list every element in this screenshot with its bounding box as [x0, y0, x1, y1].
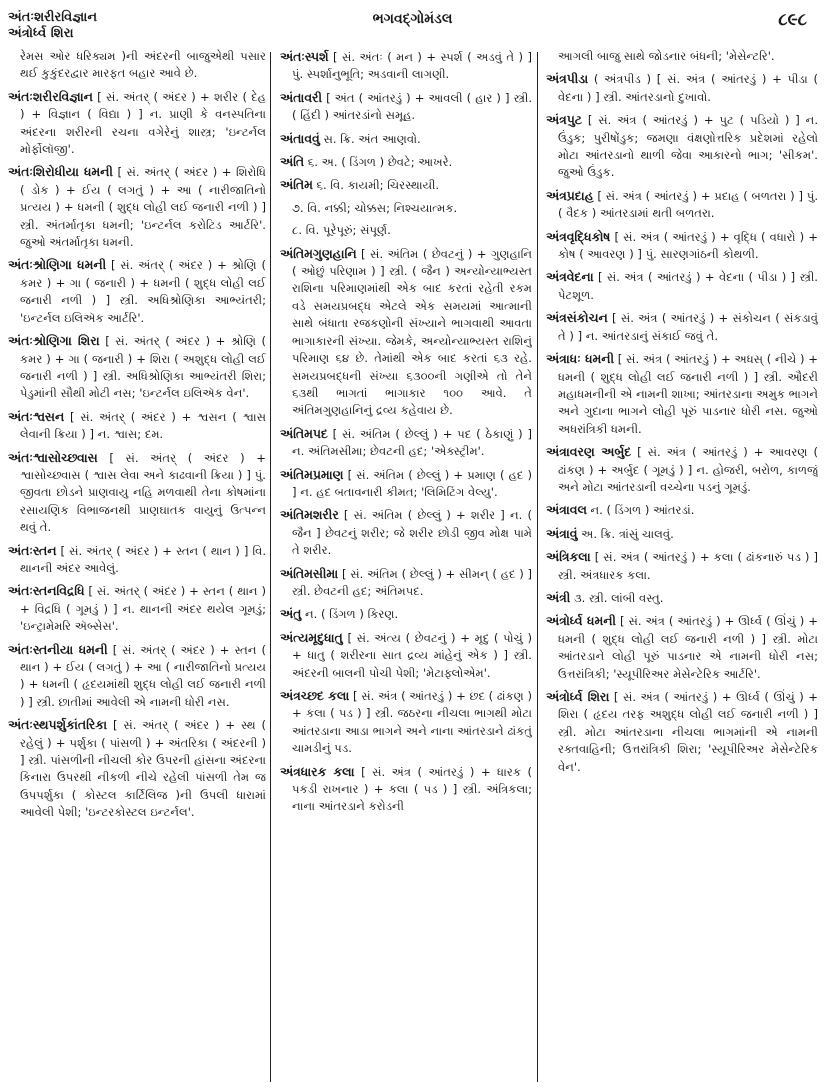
entry-definition: ૭. વિ. નક્કી; ચોક્કસ; નિશ્ચયાત્મક. — [292, 200, 458, 215]
column-3 — [546, 48, 818, 1083]
dictionary-entry — [546, 268, 818, 304]
entry-definition: [ સં. અંતર્ ( અંદર ) + સ્તન ( થાન ) + વિદ્રધિ ( ગૂમડું ) ] ન. થાનની અંદર થયેલ ગૂમડું; 'ઇન્ટ્રામેમરિ ઍબ્સેસ'. — [20, 584, 266, 634]
dictionary-entry — [8, 716, 266, 821]
entry-headword: અંતિમપ્રમાણ — [280, 466, 344, 482]
entry-continuation — [546, 48, 818, 65]
dictionary-entry — [280, 176, 532, 194]
dictionary-entry — [280, 48, 532, 84]
entry-headword: અંતઃસ્તનીયા ધમની — [8, 641, 108, 657]
entry-definition: [ સં. અંતર્ ( અંદર ) + શ્રોણિ ( કમર ) + ગા ( જનારી ) + ધમની ( શુદ્ધ લોહી લઈ જનારી નળી ) ] સ્ત્રી. અધિશ્રોણિકા આભ્યંતરી; 'ઇન્ટર્નલ ઇલિઍક આર્ટરિ'. — [20, 258, 266, 325]
dictionary-entry — [280, 130, 532, 148]
entry-definition: [ સં. અંત્ર ( આંતરડું ) + ઊર્ધ્વ ( ઊંચું ) + શિરા ( હૃદય તરફ અશુદ્ધ લોહી લઈ જનારી નળી ) ] સ્ત્રી. મોટા આંતરડાના નીચલા ભાગમાંની એ નામની રક્તવાહિની; ઉત્તરાંત્રિકી શિરા; 'સ્યૂપીરિઅર મેસેન્ટેરિક વેન'. — [558, 690, 818, 774]
entry-definition: [ સં. અંતર્ ( અંદર ) + સ્તન ( થાન ) + ઈય ( લગતું ) + આ ( નારીજાતિનો પ્રત્યય ) + ધમની ( હૃદયમાંથી શુદ્ધ લોહી લઈ જનારી નળી ) ] સ્ત્રી. છાતીમાં આવેલી એ નામની ધોરી નસ. — [20, 642, 266, 709]
entry-definition: અ. ક્રિ. ત્રાંસું ચાલવું. — [581, 526, 674, 541]
dictionary-entry — [280, 153, 532, 171]
entry-headword: અંત્રિકલા — [546, 549, 591, 565]
guide-word-last: અંત્રોર્ધ્વ શિરા — [8, 26, 74, 41]
dictionary-entry — [546, 111, 818, 182]
entry-definition: [ સં. અંત્ર ( આંતરડું ) + અધસ્ ( નીચે ) + ધમની ( શુદ્ધ લોહી લઈ જનારી નળી ) ] સ્ત્રી. ઔદરી મહાધમનીની એ નામની શાખા; આંતરડાના અમુક ભાગને અને ગુદાના ભાગને લોહી પૂરું પાડનાર ધોરી નસ. જુઓ અધરાંત્રિકી ધમની. — [558, 352, 818, 436]
entry-definition: રેમસ ઓર ધરિક્યમ )ની અંદરની બાજુએથી પસાર થઈ કુકુંદરદ્વાર મારફત બહાર આવે છે. — [20, 49, 266, 81]
dictionary-entry — [8, 256, 266, 327]
entry-definition: [ સં. અંત્ર ( આંતરડું ) + કલા ( ઢાંકનારું પડ ) ] સ્ત્રી. અંત્રધારક કલા. — [558, 550, 818, 582]
entry-definition: [ સં. અંત્ર ( આંતરડું ) + સંકોચન ( સંકડાવું તે ) ] ન. આંતરડાનું સંકાઈ જવું તે. — [558, 311, 818, 343]
entry-definition: [ સં. અંત્ર ( આંતરડું ) + આવરણ ( ઢાંકણ ) + અર્બુદ ( ગૂમડું ) ] ન. હોજરી, બરોળ, કાળજું અને મોટા આંતરડાની વચ્ચેના પડનું ગૂમડું. — [558, 445, 818, 494]
entry-definition: [ સં. અંતર્ ( અંદર ) + શિરોધિ ( ડોક ) + ઈય ( લગતું ) + આ ( નારીજાતિનો પ્રત્યય ) + ધમની ( શુદ્ધ લોહી લઈ જનારી નળી ) ] સ્ત્રી. અંતર્માતૃકા ધમની; 'ઇન્ટર્નલ કરોટિડ આર્ટરિ'. જુઓ અંતર્માતૃકા ધમની. — [20, 165, 266, 250]
entry-definition: [ સં. અંતર્ ( અંદર ) + શ્વાસોચ્છ્વાસ ( શ્વાસ લેવા અને કાઢવાની ક્રિયા ) ] પું. જીવતા છોડને પ્રાણવાયુ નહિ મળવાથી તેના કોષમાંના રસાયણિક વિભાજનથી પ્રાણઘાતક વાયુનું ઉત્પન્ન થવું તે. — [20, 450, 266, 535]
entry-headword: અંત્રવૃદ્ધિકોષ — [546, 228, 611, 244]
entry-definition: [ સં. અંતઃ ( મન ) + સ્પર્શ ( અડવું તે ) ] પું. સ્પર્શાનુભૂતિ; અડવાની લાગણી. — [292, 50, 532, 82]
entry-definition: [ સં. અંતિમ ( છેલ્લું ) + પ્રમાણ ( હદ ) ] ન. હદ બતાવનારી કીમત; 'લિમિટિંગ વેલ્યુ'. — [292, 467, 532, 499]
running-title: ભગવદ્ગોમંડલ — [372, 11, 453, 27]
entry-definition: ૬. અ. ( ડિંગળ ) છેવટે; આખરે. — [307, 155, 453, 170]
entry-headword: અંત્રધારક કલા — [280, 763, 355, 779]
entry-headword: અંતિમપદ — [280, 425, 328, 441]
entry-headword: અંત્યમૃદુધાતુ — [280, 629, 343, 645]
entry-headword: અંત્રોર્ધ્વ ધમની — [546, 613, 616, 629]
entry-definition: [ સં. અંત્ર ( આંતરડું ) + છદ ( ઢાંકણ ) + કલા ( પડ ) ] સ્ત્રી. જઠરના નીચલા ભાગથી મોટા આંતરડાના આડા ભાગને અને નાના આંતરડાને ઢાંકતું ચામડીનું પડ. — [292, 689, 532, 756]
entry-headword: અંતિમ — [280, 177, 313, 193]
entry-headword: અંત્રાવું — [546, 525, 578, 541]
dictionary-entry — [8, 582, 266, 635]
entry-definition: [ સં. અંત્ર ( આંતરડું ) + પ્રદાહ ( બળતરા ) ] પું. ( વૈદક ) આંતરડામાં થતી બળતરા. — [558, 188, 818, 221]
page-header — [0, 8, 825, 50]
dictionary-entry — [280, 605, 532, 623]
entry-headword: અંતિમશરીર — [280, 507, 339, 523]
dictionary-entry — [280, 565, 532, 601]
entry-definition: [ સં. અંતિમ ( છેલ્લું ) + સીમન્ ( હદ ) ] સ્ત્રી. છેવટની હદ; અંતિમપદ. — [292, 566, 532, 598]
entry-headword: અંતઃસ્થપર્શુકાંતરિકા — [8, 717, 108, 733]
entry-definition: [ અંત ( આંતરડું ) + આવલી ( હાર ) ] સ્ત્રી. ( હિંદી ) આંતરડાંનો સમૂહ. — [292, 90, 532, 123]
dictionary-entry — [8, 88, 266, 159]
entry-headword: અંત્રાધઃ ધમની — [546, 351, 615, 367]
entry-definition: ન. ( ડિંગળ ) આંતરડાં. — [590, 503, 695, 518]
dictionary-entry — [280, 763, 532, 816]
entry-headword: અંતઃશરીરવિજ્ઞાન — [8, 88, 93, 104]
entry-definition: [ સં. અંતર્ ( અંદર ) + સ્થ ( રહેલું ) + પર્શુકા ( પાંસળી ) + અંતરિકા ( અંદરની ) ] સ્ત્રી. પાંસળીની નીચલી કોર ઉપરની હાંસના અંદરના કિનારા ઉપરથી નીકળી નીચે રહેલી પાંસળી તેમ જ ઉપપર્શુકા ( કોસ્ટલ કાર્ટિલિજ )ની ઉપલી ધારામાં આવેલી પેશી; 'ઇન્ટરકોસ્ટલ ઇન્ટર્નલ'. — [20, 718, 266, 820]
entry-continuation — [8, 48, 266, 83]
dictionary-entry — [546, 589, 818, 607]
entry-headword: અંતઃશિરોધીયા ધમની — [8, 164, 113, 180]
column-divider — [270, 52, 271, 1082]
dictionary-entry — [280, 629, 532, 682]
column-2 — [280, 48, 532, 1083]
entry-headword: અંતઃશ્વાસોચ્છ્વાસ — [8, 449, 98, 465]
entry-definition: ન. ( ડિંગળ ) કિરણ. — [304, 607, 399, 622]
entry-definition: આગલી બાજુ સાથે જોડનાર બંધની; 'મેસેન્ટરિ'. — [558, 49, 775, 63]
column-1 — [8, 48, 266, 1083]
dictionary-entry — [546, 350, 818, 438]
entry-definition: [ સં. અંતિમ ( છેવટનું ) + ગુણહાનિ ( ઓછું પરિણામ ) ] સ્ત્રી. ( જૈન ) અન્યોન્યાભ્યસ્ત રાશિના પરિમાણમાંથી એક બાદ કરતાં રહેતી રકમ વડે સમયપ્રબદ્ધ એટલે એક સમયમાં આત્માની સાથે બંધાતા રજકણોની સંખ્યાને ભાગવાથી આવતા ભાગાકારની સંખ્યા. જેમકે, અન્યોન્યાભ્યસ્ત રાશિનું પરિમાણ ૬૪ છે. તેમાંથી એક બાદ કરતાં ૬૩ રહે. સમયપ્રબદ્ધની સંખ્યા ૬૩૦૦ની ગણીએ તો તેને ૬૩થી ભાગતાં ભાગાકાર ૧૦૦ આવે. તે અંતિમગુણહાનિનું દ્રવ્ય કહેવાય છે. — [292, 246, 532, 418]
entry-continuation — [280, 222, 532, 239]
entry-headword: અંતઃશ્રોણિગા શિરા — [8, 333, 100, 349]
dictionary-entry — [8, 332, 266, 403]
entry-headword: અંત્રચ્છદ કલા — [280, 688, 350, 703]
dictionary-entry — [280, 687, 532, 758]
entry-definition: [ સં. અંતર્ ( અંદર ) + શ્વસન ( શ્વાસ લેવાની ક્રિયા ) ] ન. શ્વાસ; દમ. — [20, 409, 266, 442]
page-number: ૮૯૮ — [778, 10, 807, 30]
entry-headword: અંતાવવું — [280, 130, 320, 146]
entry-definition: [ સં. અંતિમ ( છેલ્લું ) + પદ ( ઠેકાણું ) ] ન. અંતિમસીમા; છેવટની હદ; 'એક્સ્ટ્રીમ'. — [292, 426, 532, 459]
dictionary-entry — [546, 548, 818, 584]
entry-definition: [ સં. અંત્ર ( આંતરડું ) + વૃદ્ધિ ( વધારો ) + કોષ ( આવરણ ) ] પું. સારણગાંઠની કોથળી. — [558, 229, 818, 262]
column-divider — [537, 52, 538, 1082]
dictionary-columns — [0, 48, 825, 1089]
entry-headword: અંત્રપ્રદાહ — [546, 187, 594, 203]
dictionary-entry — [546, 187, 818, 223]
entry-headword: અંતાવરી — [280, 89, 322, 105]
dictionary-entry — [280, 245, 532, 420]
entry-headword: અંત્રાવરણ અર્બુદ — [546, 444, 632, 460]
entry-headword: અંતઃશ્વસન — [8, 408, 65, 424]
entry-headword: અંતિમસીમા — [280, 565, 339, 581]
entry-headword: અંત્રપીડા — [546, 71, 589, 87]
dictionary-entry — [280, 506, 532, 559]
dictionary-entry — [8, 542, 266, 578]
entry-headword: અંત્રસંકોચન — [546, 310, 608, 326]
entry-definition: [ સં. અંત્ર ( આંતરડું ) + વેદના ( પીડા ) ] સ્ત્રી. પેટશૂળ. — [558, 270, 818, 302]
dictionary-entry — [8, 641, 266, 712]
dictionary-entry — [546, 309, 818, 345]
dictionary-entry — [546, 228, 818, 264]
entry-definition: [ સં. અંત્ર ( આંતરડું ) + પુટ ( પડિયો ) ] ન. ઉંડુક; પુરીષોંડુક; જમણા વંક્ષણોત્તરિક પ્રદેશમાં રહેલો મોટા આંતરડાનો થાળી જેવા આકારનો ભાગ; 'સીકમ'. જુઓ ઉંડુક. — [558, 113, 818, 180]
entry-definition: [ સં. અંતર્ ( અંદર ) + સ્તન ( થાન ) ] વિ. થાનની અંદર આવેલું. — [20, 543, 266, 575]
entry-definition: ૬. વિ. કાયમી; ચિરસ્થાયી. — [316, 178, 440, 193]
dictionary-entry — [546, 501, 818, 519]
guide-word-first: અંતઃશરીરવિજ્ઞાન — [8, 10, 98, 25]
entry-definition: [ સં. અંતર્ ( અંદર ) + શ્રોણિ ( કમર ) + ગા ( જનારી ) + શિરા ( અશુદ્ધ લોહી લઈ જનારી નળી ) ] સ્ત્રી. અધિશ્રોણિકા આભ્યંતરી શિરા; પેડુમાંની સૌથી મોટી નસ; 'ઇન્ટર્નલ ઇલિઍક વેન'. — [20, 334, 266, 401]
dictionary-entry — [546, 525, 818, 543]
entry-headword: અંત્રાવલ — [546, 502, 587, 518]
entry-definition: [ સં. અંત્ય ( છેવટનું ) + મૃદુ ( પોચું ) + ધાતુ ( શરીરના સાત દ્રવ્ય માંહેનું એક ) ] સ્ત્રી. અંદરની બાલની પોચી પેશી; 'મેટાફ્લોએમ'. — [292, 630, 532, 680]
entry-headword: અંતઃસ્તનવિદ્રધિ — [8, 583, 85, 599]
entry-definition: સ. ક્રિ. અંત આણવો. — [323, 131, 421, 146]
entry-headword: અંતઃસ્તન — [8, 542, 57, 558]
dictionary-entry — [546, 688, 818, 776]
dictionary-entry — [280, 425, 532, 461]
entry-definition: [ સં. અંત્ર ( આંતરડું ) + ધારક ( પકડી રાખનાર ) + કલા ( પડ ) ] સ્ત્રી. અંત્રિકલા; નાના આંતરડાને કરોડની — [292, 764, 532, 814]
entry-headword: અંતઃસ્પર્શ — [280, 49, 329, 64]
entry-definition: ૮. વિ. પૂરેપૂરું; સંપૂર્ણ. — [292, 223, 391, 238]
dictionary-entry — [546, 443, 818, 496]
dictionary-entry — [8, 408, 266, 444]
entry-headword: અંત્રવેદના — [546, 269, 594, 285]
entry-headword: અંતિમગુણહાનિ — [280, 245, 357, 261]
entry-headword: અંતુ — [280, 606, 302, 622]
entry-definition: ( અંત્રપીડ ) [ સં. અંત્ર ( આંતરડું ) + પીડા ( વેદના ) ] સ્ત્રી. આંતરડાનો દુખાવો. — [558, 72, 818, 104]
entry-definition: ૩. સ્ત્રી. લાંબી વસ્તુ. — [573, 590, 664, 605]
dictionary-entry — [280, 466, 532, 502]
entry-headword: અંત્રોર્ધ્વ શિરા — [546, 689, 610, 704]
dictionary-entry — [8, 163, 266, 251]
entry-headword: અંત્રપુટ — [546, 112, 582, 128]
dictionary-entry — [8, 449, 266, 537]
entry-continuation — [280, 200, 532, 217]
entry-headword: અંતિ — [280, 154, 305, 170]
entry-headword: અંતઃશ્રોણિગા ધમની — [8, 257, 107, 273]
dictionary-entry — [546, 612, 818, 683]
dictionary-entry — [546, 70, 818, 106]
dictionary-entry — [280, 89, 532, 125]
entry-definition: [ સં. અંત્ર ( આંતરડું ) + ઊર્ધ્વ ( ઊંચું ) + ધમની ( શુદ્ધ લોહી લઈ જનારી નળી ) ] સ્ત્રી. મોટા આંતરડાને લોહી પૂરું પાડનાર એ નામની ધોરી નસ; ઉત્તરાંત્રિકી; 'સ્યૂપીરિઅર મેસેન્ટેરિક આર્ટરિ'. — [558, 614, 818, 681]
entry-definition: [ સં. અંતિમ ( છેલ્લું ) + શરીર ] ન. ( જૈન ] છેવટનું શરીર; જે શરીર છોડી જીવ મોક્ષ પામે તે શરીર. — [292, 508, 532, 558]
entry-headword: અંત્રી — [546, 589, 571, 605]
entry-definition: [ સં. અંતર્ ( અંદર ) + શરીર ( દેહ ) + વિજ્ઞાન ( વિદ્યા ) ] ન. પ્રાણી કે વનસ્પતિના અંદરના શરીરની રચના વગેરેનું શાસ્ત્ર; 'ઇન્ટર્નલ મોર્ફોલૉજી'. — [20, 89, 266, 157]
